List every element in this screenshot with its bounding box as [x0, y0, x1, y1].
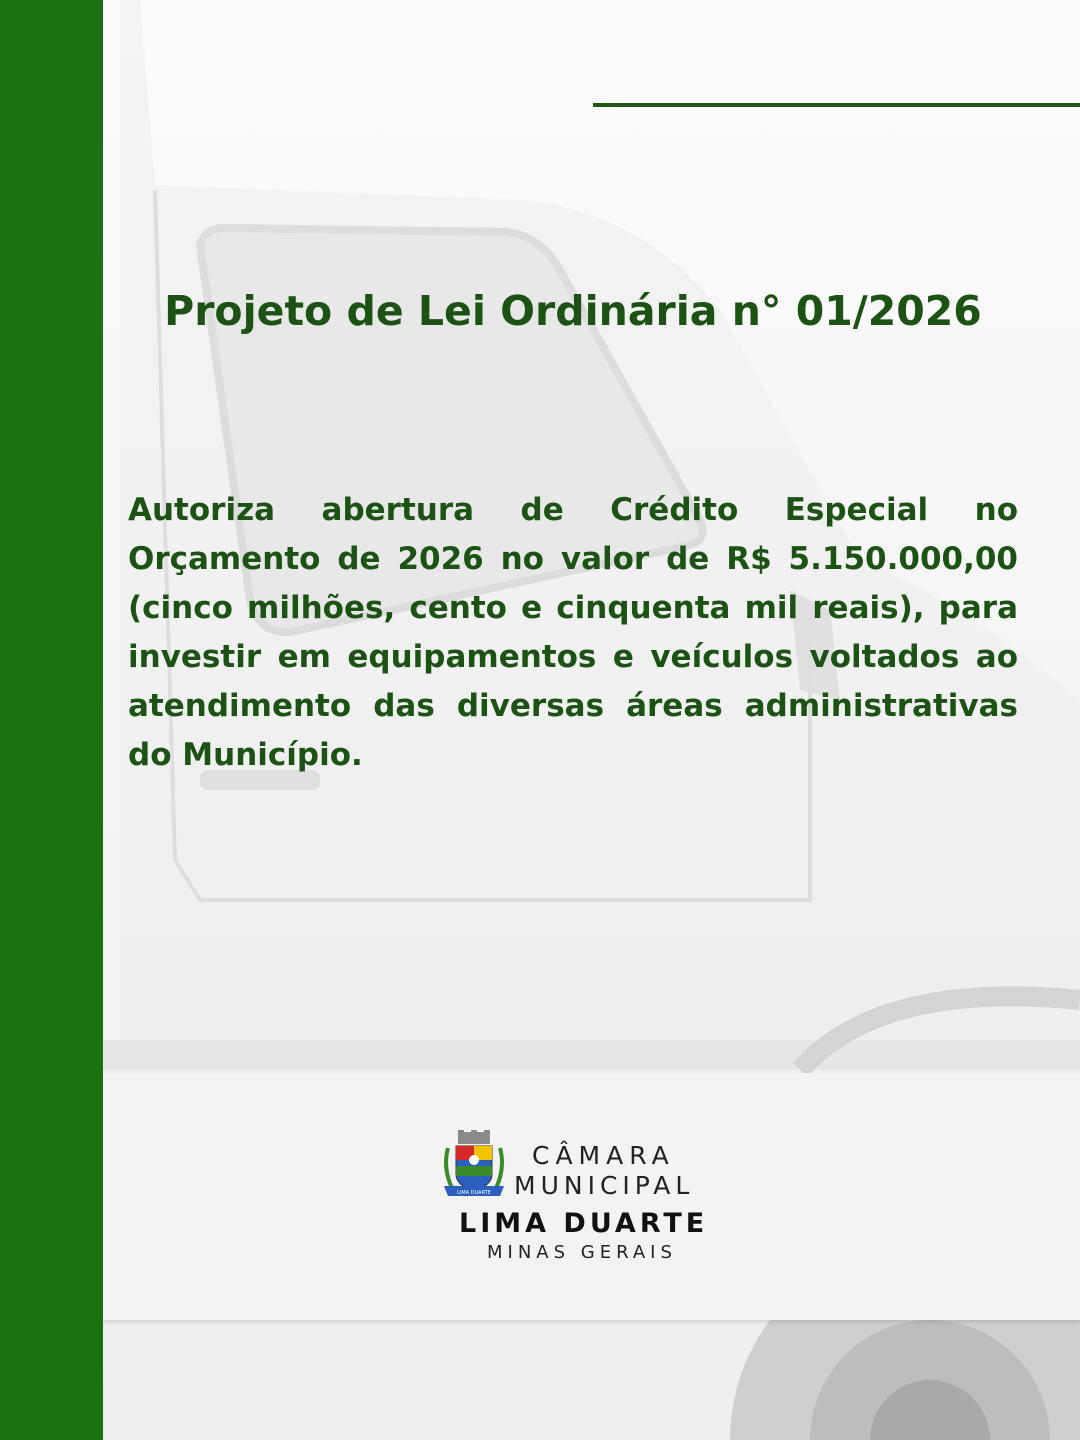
bill-title: Projeto de Lei Ordinária n° 01/2026 — [164, 287, 982, 335]
crest-ribbon-text: LIMA DUARTE — [457, 1190, 491, 1196]
top-accent-line — [593, 103, 1080, 107]
brand-line-camara: CÂMARA — [532, 1141, 675, 1170]
brand-state-name: MINAS GERAIS — [487, 1242, 677, 1263]
left-accent-bar — [0, 0, 103, 1440]
bill-description: Autoriza abertura de Crédito Especial no Orçamento de 2026 no valor de R$ 5.150.000,00 (cinco milhões, cento e cinquenta mil reais), para investir em equipamentos e veículos voltados ao atendimento das diversas áreas administrativas do Município. — [128, 492, 1018, 773]
brand-line-municipal: MUNICIPAL — [514, 1171, 695, 1200]
municipal-coat-of-arms-icon — [440, 1130, 508, 1202]
brand-city-name: LIMA DUARTE — [459, 1208, 709, 1239]
